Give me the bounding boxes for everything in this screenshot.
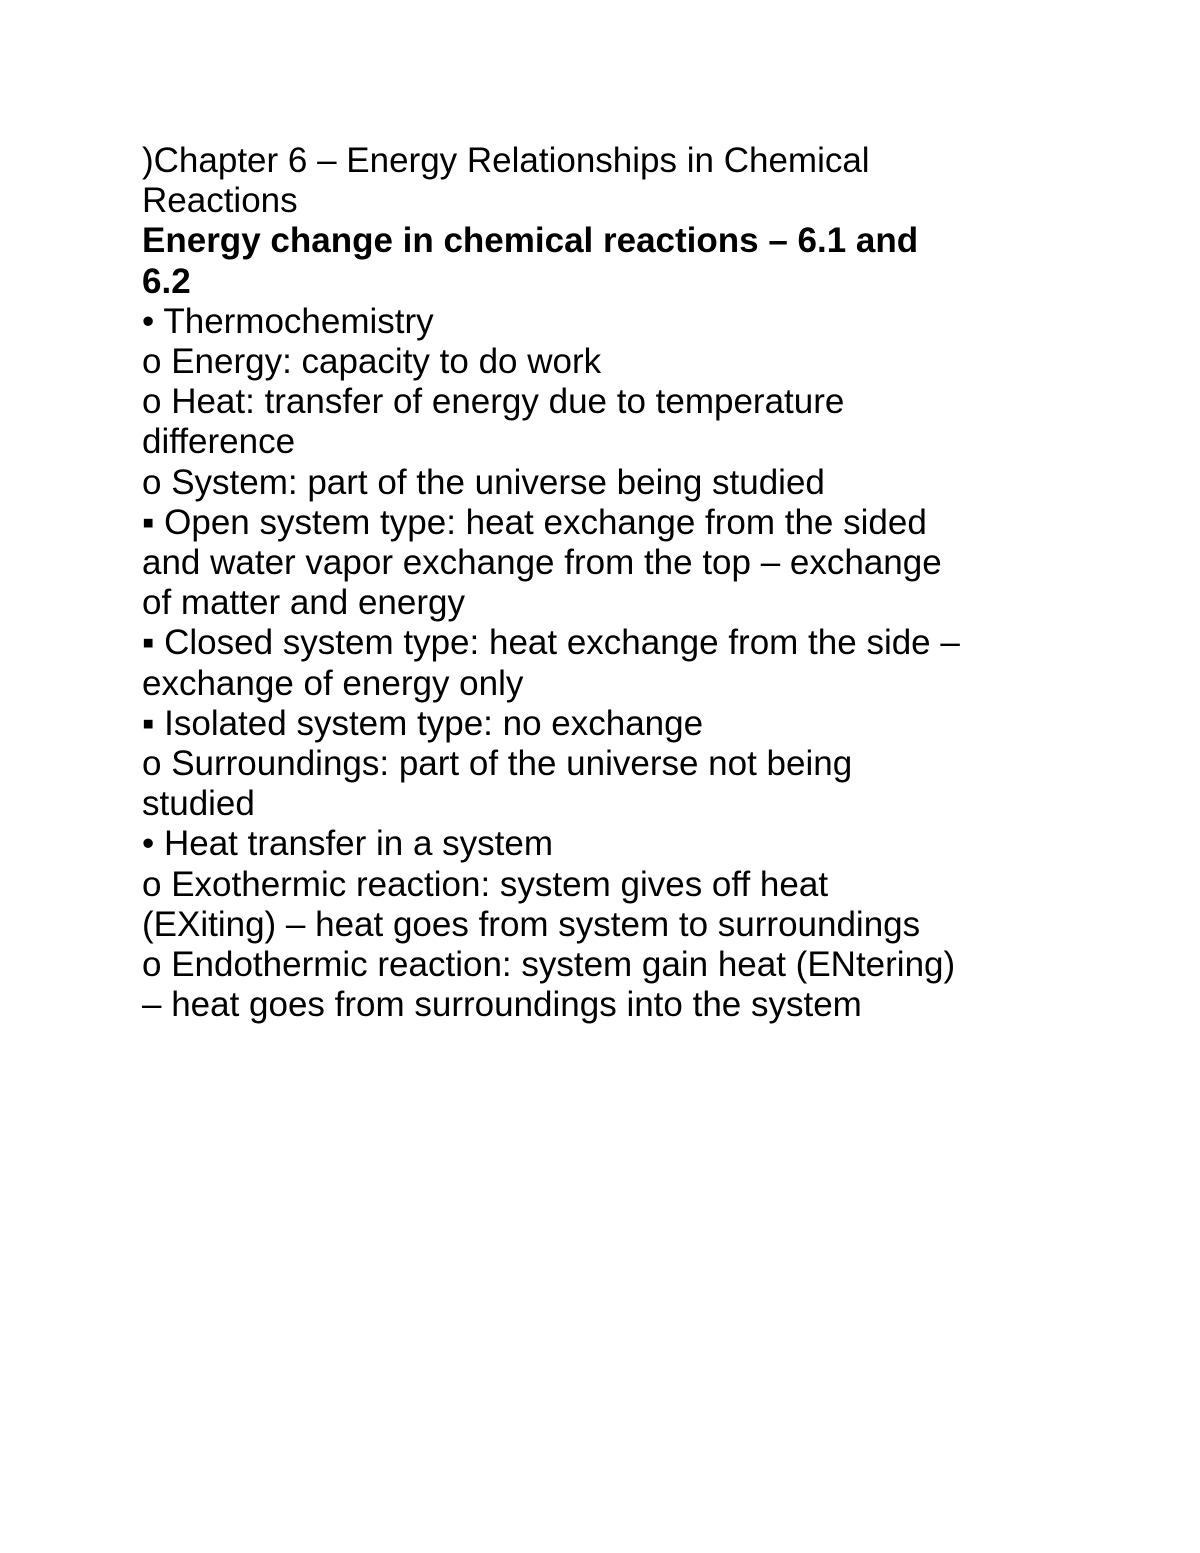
section-heading-line-2: 6.2	[142, 261, 191, 301]
sub-sub-item-open-system-continued-1: and water vapor exchange from the top – exchange	[142, 543, 942, 583]
sub-sub-item-open-system: ▪ Open system type: heat exchange from the sided	[142, 502, 927, 542]
sub-item-surroundings-continued: studied	[142, 784, 255, 824]
sub-item-exothermic: o Exothermic reaction: system gives off heat	[142, 864, 829, 904]
section-heading-line-1: Energy change in chemical reactions – 6.1 and	[142, 221, 919, 261]
document-body	[142, 141, 1102, 1025]
sub-item-surroundings: o Surroundings: part of the universe not being	[142, 744, 853, 784]
sub-item-energy: o Energy: capacity to do work	[142, 342, 602, 382]
sub-item-endothermic-continued: – heat goes from surroundings into the system	[142, 985, 862, 1025]
sub-sub-item-closed-system-continued: exchange of energy only	[142, 663, 524, 703]
chapter-title-line-1: )Chapter 6 – Energy Relationships in Chemical	[142, 141, 870, 180]
sub-item-heat: o Heat: transfer of energy due to temperature	[142, 382, 845, 422]
sub-item-endothermic: o Endothermic reaction: system gain heat (ENtering)	[142, 945, 956, 985]
sub-item-exothermic-continued: (EXiting) – heat goes from system to surroundings	[142, 904, 921, 944]
bullet-heat-transfer: • Heat transfer in a system	[142, 824, 554, 864]
sub-item-heat-continued: difference	[142, 422, 296, 462]
sub-sub-item-open-system-continued-2: of matter and energy	[142, 583, 465, 623]
sub-item-system: o System: part of the universe being studied	[142, 462, 825, 502]
sub-sub-item-isolated-system: ▪ Isolated system type: no exchange	[142, 703, 704, 743]
bullet-thermochemistry: • Thermochemistry	[142, 301, 434, 341]
sub-sub-item-closed-system: ▪ Closed system type: heat exchange from the side –	[142, 623, 960, 663]
chapter-title-line-2: Reactions	[142, 181, 298, 221]
